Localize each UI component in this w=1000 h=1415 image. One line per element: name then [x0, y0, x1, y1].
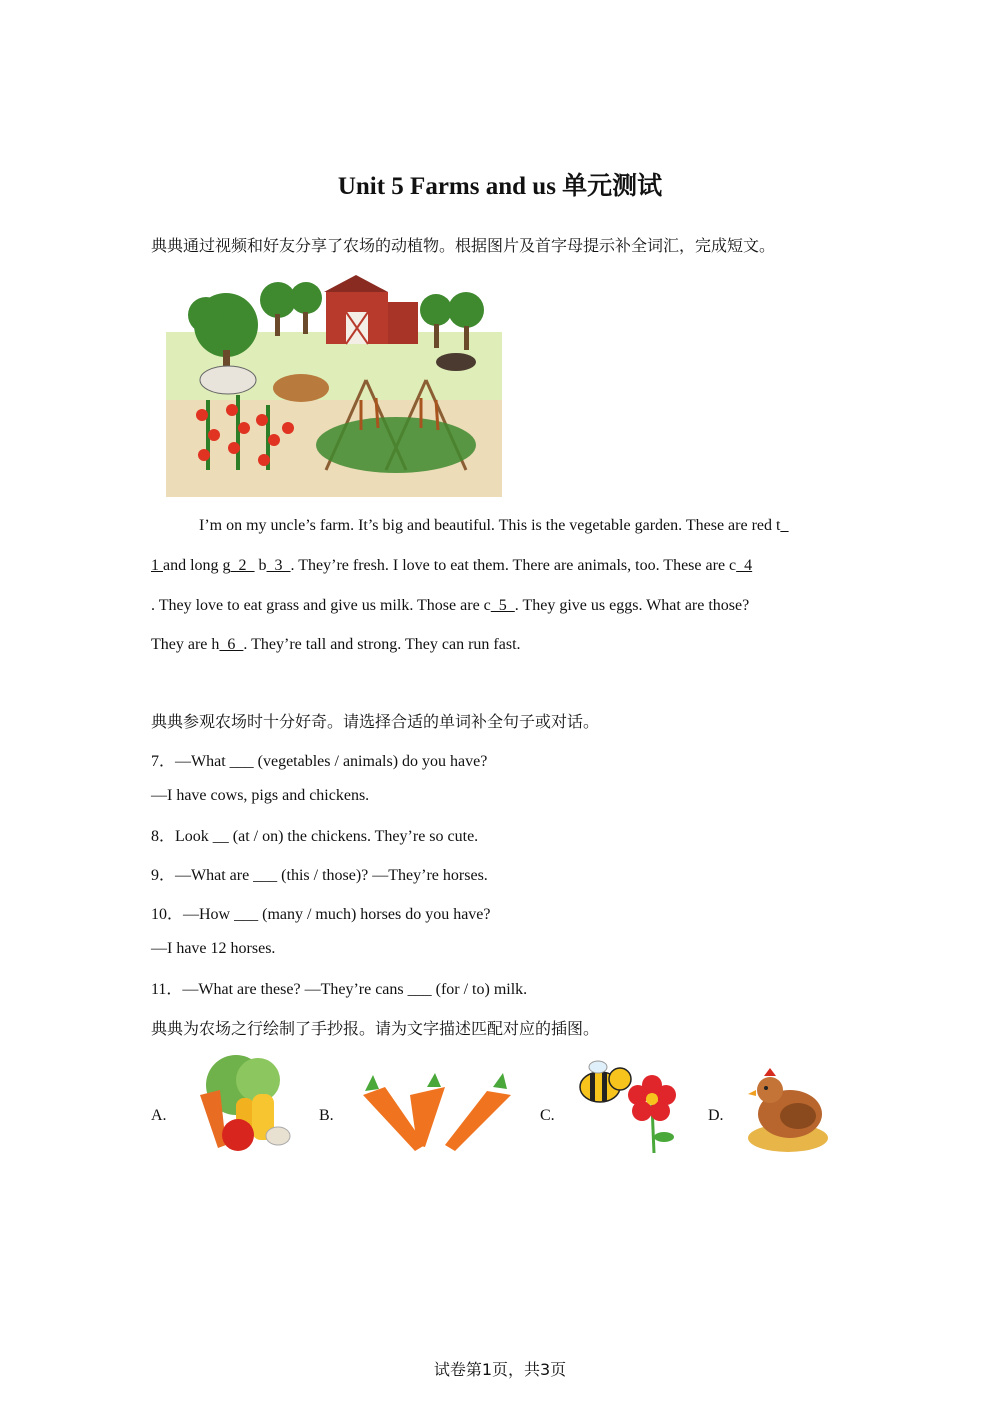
question-9: 9．—What are ___ (this / those)? —They’re horses.	[151, 867, 488, 884]
blank-4[interactable]: 4	[736, 557, 753, 574]
passage-line-1	[199, 517, 788, 535]
passage-text: b	[254, 557, 267, 574]
passage-text: . They love to eat grass and give us milk. Those are c	[151, 597, 491, 614]
blank-1[interactable]: 1	[151, 557, 163, 574]
answer-7: —I have cows, pigs and chickens.	[151, 787, 370, 804]
passage-text: . They’re tall and strong. They can run fast.	[243, 636, 521, 653]
section3-instruction: 典典为农场之行绘制了手抄报。请为文字描述匹配对应的插图。	[151, 1019, 600, 1038]
passage-line-2	[151, 557, 752, 575]
farm-illustration	[166, 270, 502, 497]
question-7: 7．—What ___ (vegetables / animals) do you have?	[151, 753, 488, 770]
answer-10: —I have 12 horses.	[151, 940, 276, 957]
passage-text: and long g	[163, 557, 231, 574]
option-d-label: D.	[708, 1107, 724, 1124]
passage-text: . They give us eggs. What are those?	[514, 597, 750, 614]
page-title: Unit 5 Farms and us 单元测试	[337, 173, 663, 200]
bee-flower-image[interactable]	[576, 1055, 684, 1155]
blank-1-start[interactable]: _	[780, 517, 789, 534]
passage-text: They are h	[151, 636, 220, 653]
blank-5[interactable]: 5	[490, 597, 515, 614]
page-footer: 试卷第1页，共3页	[433, 1360, 567, 1379]
vegetables-image[interactable]	[188, 1050, 294, 1154]
option-a-label: A.	[151, 1107, 167, 1124]
hen-image[interactable]	[744, 1064, 834, 1156]
option-c-label: C.	[540, 1107, 555, 1124]
carrots-image[interactable]	[355, 1073, 515, 1155]
passage-text: . They’re fresh. I love to eat them. There are animals, too. These are c	[290, 557, 737, 574]
passage-line-4	[151, 636, 521, 654]
section1-instruction: 典典通过视频和好友分享了农场的动植物。根据图片及首字母提示补全词汇，完成短文。	[151, 236, 776, 255]
option-b-label: B.	[319, 1107, 334, 1124]
question-8: 8．Look __ (at / on) the chickens. They’re so cute.	[151, 828, 479, 845]
blank-2[interactable]: 2	[230, 557, 255, 574]
passage-text: I’m on my uncle’s farm. It’s big and beautiful. This is the vegetable garden. These are red t	[199, 517, 781, 534]
section2-instruction: 典典参观农场时十分好奇。请选择合适的单词补全句子或对话。	[151, 712, 600, 731]
passage-line-3	[151, 597, 749, 615]
question-10: 10．—How ___ (many / much) horses do you have?	[151, 906, 491, 923]
blank-3[interactable]: 3	[266, 557, 291, 574]
question-11: 11．—What are these? —They’re cans ___ (for / to) milk.	[151, 981, 528, 998]
blank-6[interactable]: 6	[219, 636, 244, 653]
